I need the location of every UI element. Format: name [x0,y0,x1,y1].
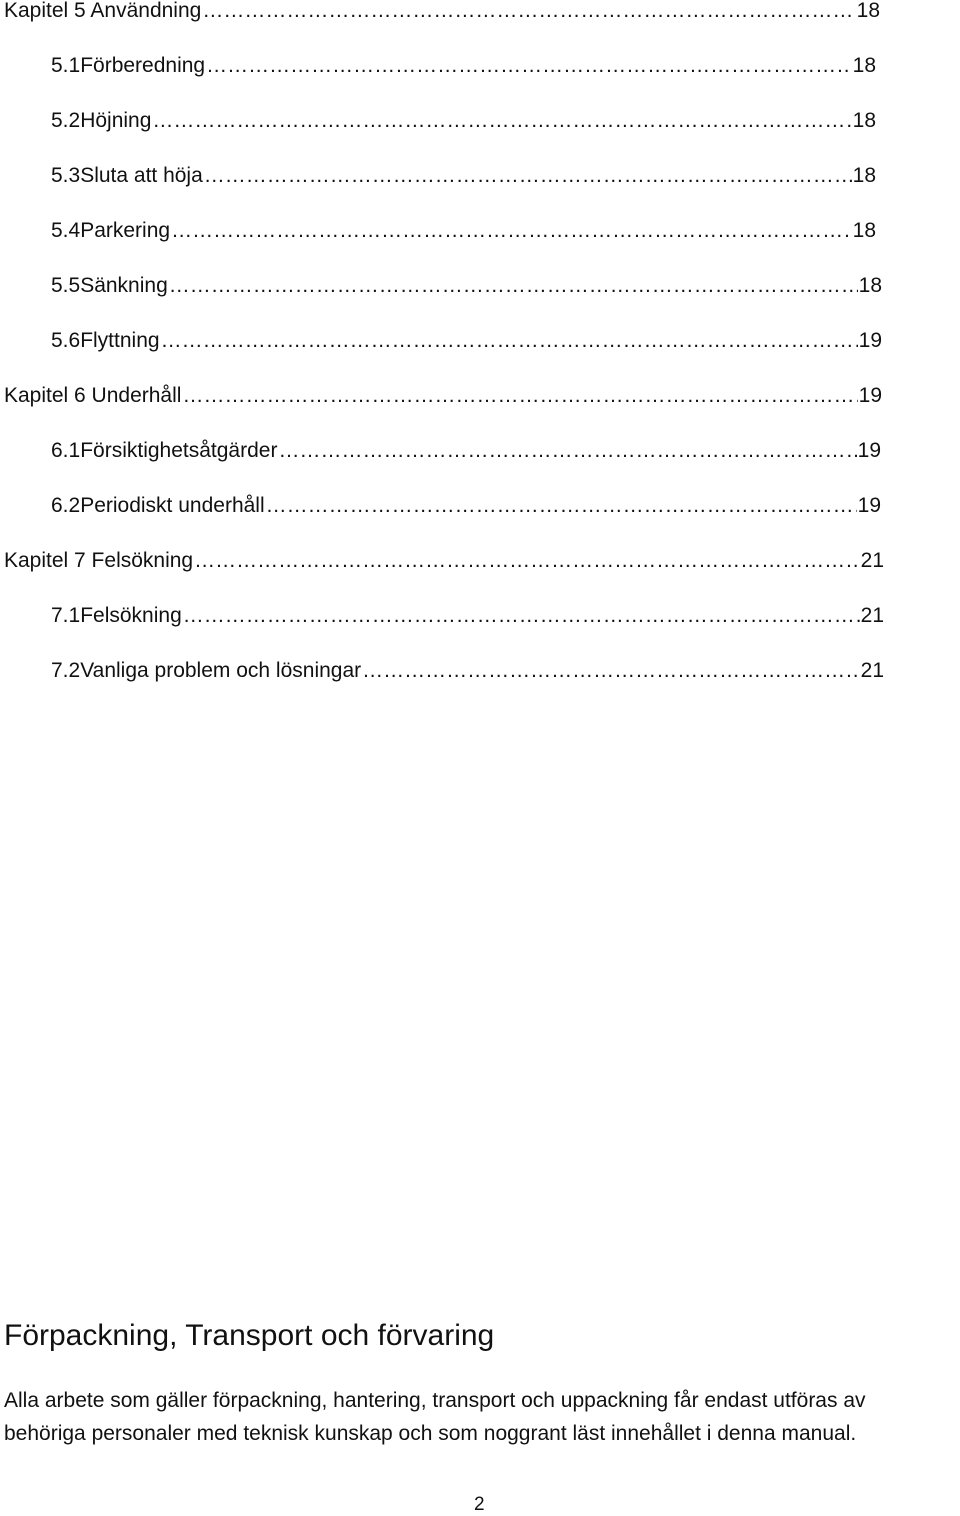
toc-dot-leader [202,0,855,24]
toc-entry-page: 18 [856,0,880,22]
toc-dot-leader [194,548,860,574]
toc-entry-page: 19 [858,329,882,352]
toc-entry-page: 19 [857,439,881,462]
toc-entry-5-5[interactable] [51,273,882,299]
toc-entry-title: 6.2Periodiskt underhåll [51,494,265,517]
toc-entry-kapitel-6[interactable] [4,383,882,409]
toc-entry-title: 6.1Försiktighetsåtgärder [51,439,278,462]
body-text-line: behöriga personaler med teknisk kunskap och som noggrant läst innehållet i denna manual. [4,1422,857,1445]
toc-entry-7-2[interactable] [51,658,884,684]
toc-entry-page: 18 [852,109,876,132]
toc-dot-leader [171,218,852,244]
toc-entry-page: 19 [858,384,882,407]
toc-dot-leader [206,53,852,79]
toc-entry-5-2[interactable] [51,108,876,134]
toc-entry-title: 5.1Förberedning [51,54,206,77]
toc-entry-title: 5.3Sluta att höja [51,164,203,187]
toc-entry-page: 21 [860,549,884,572]
toc-entry-kapitel-5[interactable] [4,0,880,24]
toc-dot-leader [362,658,860,684]
toc-entry-page: 21 [860,659,884,682]
toc-entry-page: 18 [858,274,882,297]
toc-dot-leader [266,493,857,519]
toc-entry-5-1[interactable] [51,53,876,79]
toc-entry-kapitel-7[interactable] [4,548,884,574]
page-number: 2 [474,1494,485,1515]
toc-dot-leader [169,273,858,299]
toc-entry-title: 7.1Felsökning [51,604,182,627]
toc-entry-title: Kapitel 7 Felsökning [4,549,194,572]
toc-dot-leader [161,328,858,354]
toc-dot-leader [182,383,857,409]
toc-dot-leader [152,108,851,134]
toc-entry-5-6[interactable] [51,328,882,354]
toc-dot-leader [183,603,860,629]
toc-entry-5-3[interactable] [51,163,876,189]
toc-entry-title: 5.2Höjning [51,109,152,132]
toc-entry-title: Kapitel 6 Underhåll [4,384,182,407]
toc-entry-7-1[interactable] [51,603,884,629]
toc-entry-title: 7.2Vanliga problem och lösningar [51,659,362,682]
section-body-paragraph [4,1384,959,1450]
toc-entry-5-4[interactable] [51,218,876,244]
toc-entry-page: 18 [852,54,876,77]
toc-entry-page: 18 [852,219,876,242]
toc-entry-title: Kapitel 5 Användning [4,0,202,22]
toc-entry-title: 5.4Parkering [51,219,171,242]
body-text-line: Alla arbete som gäller förpackning, hantering, transport och uppackning får endast utföras av [4,1389,866,1412]
toc-entry-6-2[interactable] [51,493,881,519]
toc-entry-page: 21 [860,604,884,627]
toc-entry-title: 5.6Flyttning [51,329,160,352]
toc-dot-leader [204,163,852,189]
toc-entry-page: 19 [857,494,881,517]
toc-entry-6-1[interactable] [51,438,881,464]
toc-dot-leader [278,438,856,464]
toc-entry-title: 5.5Sänkning [51,274,168,297]
section-heading: Förpackning, Transport och förvaring [4,1319,495,1352]
toc-entry-page: 18 [852,164,876,187]
